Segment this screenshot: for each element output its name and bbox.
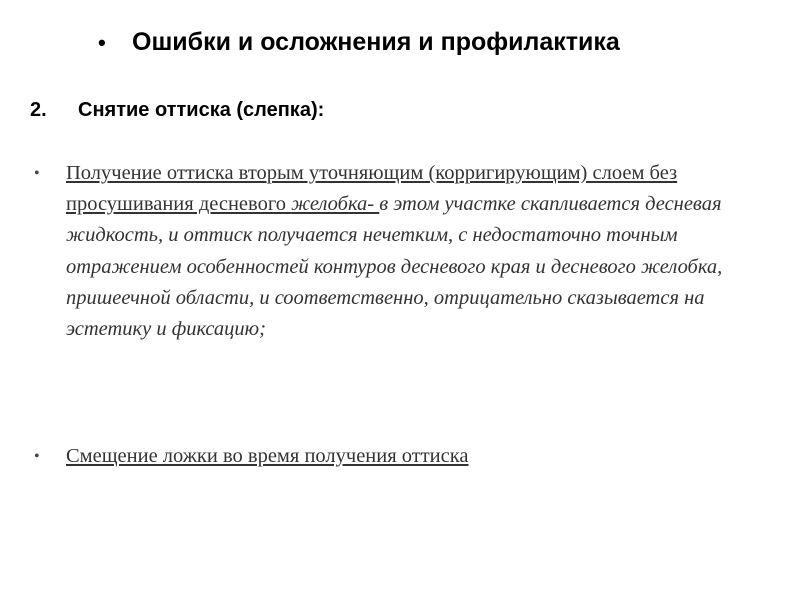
slide-title [98,28,620,57]
underlined-text: Смещение ложки во время получения оттиска [66,445,469,467]
italic-text: в этом участке скапливается десневая жидкость, и оттиск получается нечетким, с недостаточно точным отражением особенностей контуров десневого края и десневого желобка, пришеечной области, и соответственно, отрицательно сказывается на эстетику и фиксацию; [66,193,723,341]
bullet-dot: • [34,448,40,465]
list-item-text [66,158,756,345]
title-text: Ошибки и осложнения и профилактика [132,28,620,56]
section-heading [30,99,324,122]
underlined-italic-text: желобка- [291,193,380,216]
bullet-dot: • [34,165,40,182]
list-item [34,158,756,345]
list-item-text [66,441,756,472]
title-bullet: • [98,30,106,55]
section-number: 2. [30,99,47,121]
list-item [34,441,756,472]
section-text: Снятие оттиска (слепка): [78,99,325,121]
underlined-text: Получение оттиска вторым уточняющим (корригирующим) слоем без просушивания десневого [66,162,678,216]
